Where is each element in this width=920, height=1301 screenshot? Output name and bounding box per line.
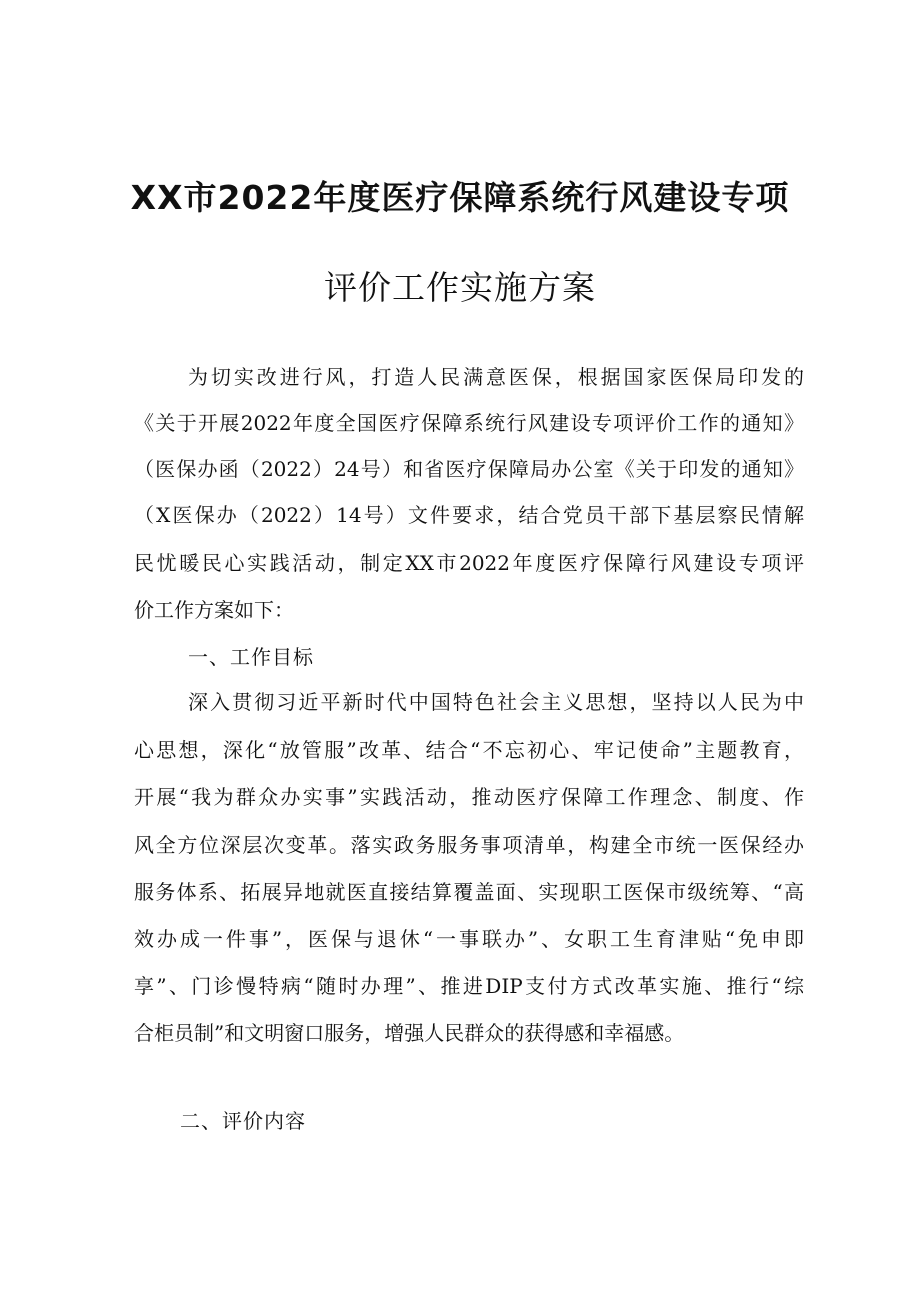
- section1-line: 风全方位深层次变革。落实政务服务事项清单，构建全市统一医保经办: [134, 833, 804, 857]
- intro-line: 为切实改进行风，打造人民满意医保，根据国家医保局印发的: [188, 365, 804, 389]
- section1-line: 合柜员制”和文明窗口服务，增强人民群众的获得感和幸福感。: [134, 1021, 685, 1045]
- intro-line: 《关于开展2022年度全国医疗保障系统行风建设专项评价工作的通知》: [134, 411, 804, 435]
- section1-line: 效办成一件事”，医保与退休“一事联办”、女职工生育津贴“免申即: [134, 927, 804, 951]
- section1-line: 开展“我为群众办实事”实践活动，推动医疗保障工作理念、制度、作: [134, 785, 804, 809]
- intro-line: （医保办函（2022）24号）和省医疗保障局办公室《关于印发的通知》: [134, 457, 804, 481]
- intro-line: （X医保办（2022）14号）文件要求，结合党员干部下基层察民情解: [134, 503, 804, 527]
- section-heading-goals: 一、工作目标: [188, 645, 314, 669]
- document-title-line-2: 评价工作实施方案: [324, 268, 596, 307]
- section1-line: 深入贯彻习近平新时代中国特色社会主义思想，坚持以人民为中: [188, 690, 804, 714]
- section-heading-content: 二、评价内容: [180, 1109, 306, 1133]
- intro-line: 民忧暖民心实践活动，制定XX市2022年度医疗保障行风建设专项评: [134, 551, 804, 575]
- section1-line: 服务体系、拓展异地就医直接结算覆盖面、实现职工医保市级统筹、“高: [134, 880, 804, 904]
- document-title-line-1: XX市2022年度医疗保障系统行风建设专项: [130, 178, 790, 217]
- intro-line: 价工作方案如下：: [134, 598, 294, 622]
- section1-line: 享”、门诊慢特病“随时办理”、推进DIP支付方式改革实施、推行“综: [134, 974, 804, 998]
- section1-line: 心思想，深化“放管服”改革、结合“不忘初心、牢记使命”主题教育，: [134, 738, 804, 762]
